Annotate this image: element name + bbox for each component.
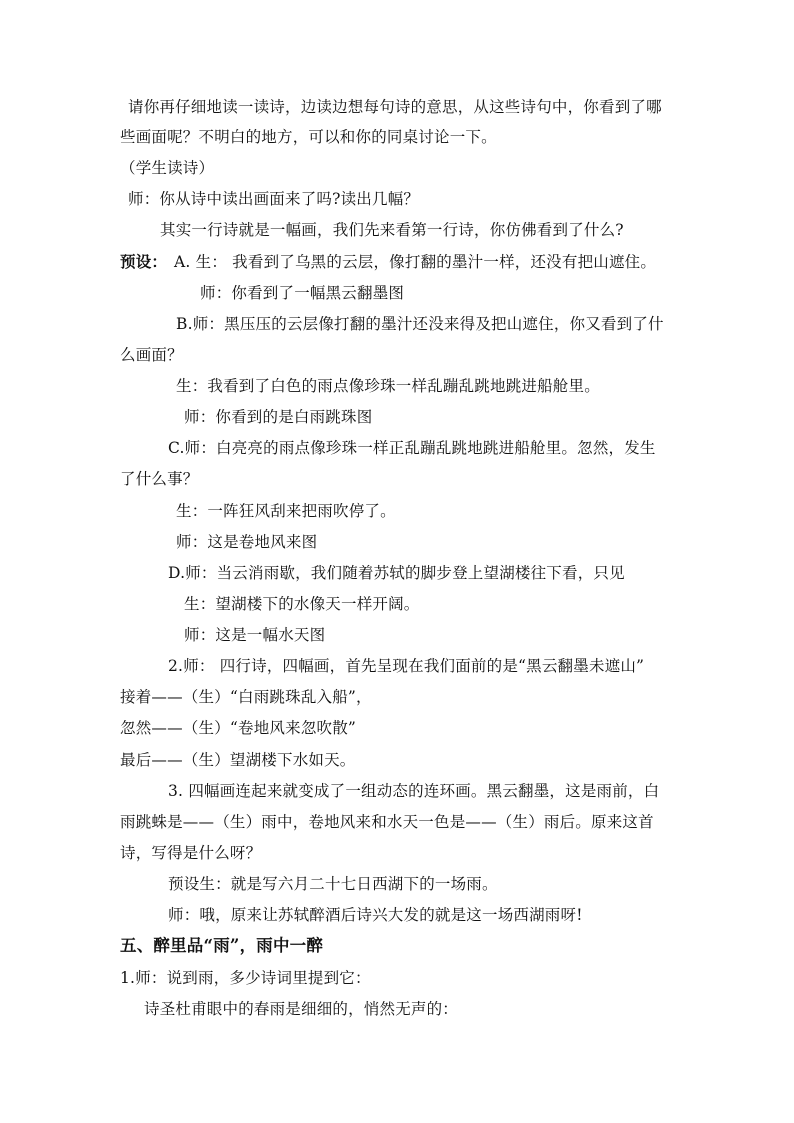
text-line: 诗圣杜甫眼中的春雨是细细的，悄然无声的： [144, 1000, 459, 1018]
text-line: 其实一行诗就是一幅画，我们先来看第一行诗，你仿佛看到了什么? [160, 221, 624, 239]
text-line: B.师：黑压压的云层像打翻的墨汁还没来得及把山遮住，你又看到了什 [176, 315, 664, 333]
text-line: 忽然——（生）“卷地风来忽吹散” [120, 719, 357, 737]
preset-label: 预设： [120, 252, 168, 271]
text-line: D.师：当云消雨歇，我们随着苏轼的脚步登上望湖楼往下看，只见 [168, 564, 625, 582]
text-line: 了什么事？ [120, 470, 199, 488]
text-line: 师：哦，原来让苏轼醉酒后诗兴大发的就是这一场西湖雨呀! [168, 906, 583, 924]
text-line: （学生读诗） [120, 159, 215, 177]
text-line: 最后——（生）望湖楼下水如天。 [120, 751, 356, 769]
section-heading: 五、醉里品“雨”，雨中一醉 [120, 936, 324, 955]
text-line: 生：一阵狂风刮来把雨吹停了。 [176, 502, 396, 520]
text-line: 雨跳蛛是——（生）雨中，卷地风来和水天一色是——（生）雨后。原来这首 [120, 813, 654, 831]
text-line: 请你再仔细地读一读诗，边读边想每句诗的意思，从这些诗句中，你看到了哪 [128, 98, 662, 116]
text-line: 生：我看到了白色的雨点像珍珠一样乱蹦乱跳地跳进船舱里。 [176, 377, 600, 395]
text-line: 师：你看到了一幅黑云翻墨图 [200, 284, 405, 302]
text-line: 师：你从诗中读出画面来了吗?读出几幅？ [128, 190, 420, 208]
text-line: 么画面？ [120, 346, 183, 364]
text-line: 1.师：说到雨，多少诗词里提到它： [120, 969, 371, 987]
text-line: 些画面呢？不明白的地方，可以和你的同桌讨论一下。 [120, 128, 497, 146]
text-line: 3. 四幅画连起来就变成了一组动态的连环画。黑云翻墨，这是雨前，白 [168, 782, 660, 800]
text-line: A. 生： 我看到了乌黑的云层，像打翻的墨汁一样，还没有把山遮住。 [174, 253, 657, 271]
text-line: 2.师： 四行诗，四幅画，首先呈现在我们面前的是“黑云翻墨未遮山” [168, 657, 645, 675]
text-line: 师：这是卷地风来图 [176, 533, 318, 551]
text-line: 预设生：就是写六月二十七日西湖下的一场雨。 [168, 875, 498, 893]
text-line: 师：这是一幅水天图 [184, 626, 326, 644]
text-line: 接着——（生）“白雨跳珠乱入船”， [120, 688, 372, 706]
text-line: 生：望湖楼下的水像天一样开阔。 [184, 595, 420, 613]
text-line: 师：你看到的是白雨跳珠图 [184, 408, 373, 426]
text-line: C.师：白亮亮的雨点像珍珠一样正乱蹦乱跳地跳进船舱里。忽然，发生 [168, 439, 656, 457]
text-line: 诗，写得是什么呀？ [120, 844, 262, 862]
